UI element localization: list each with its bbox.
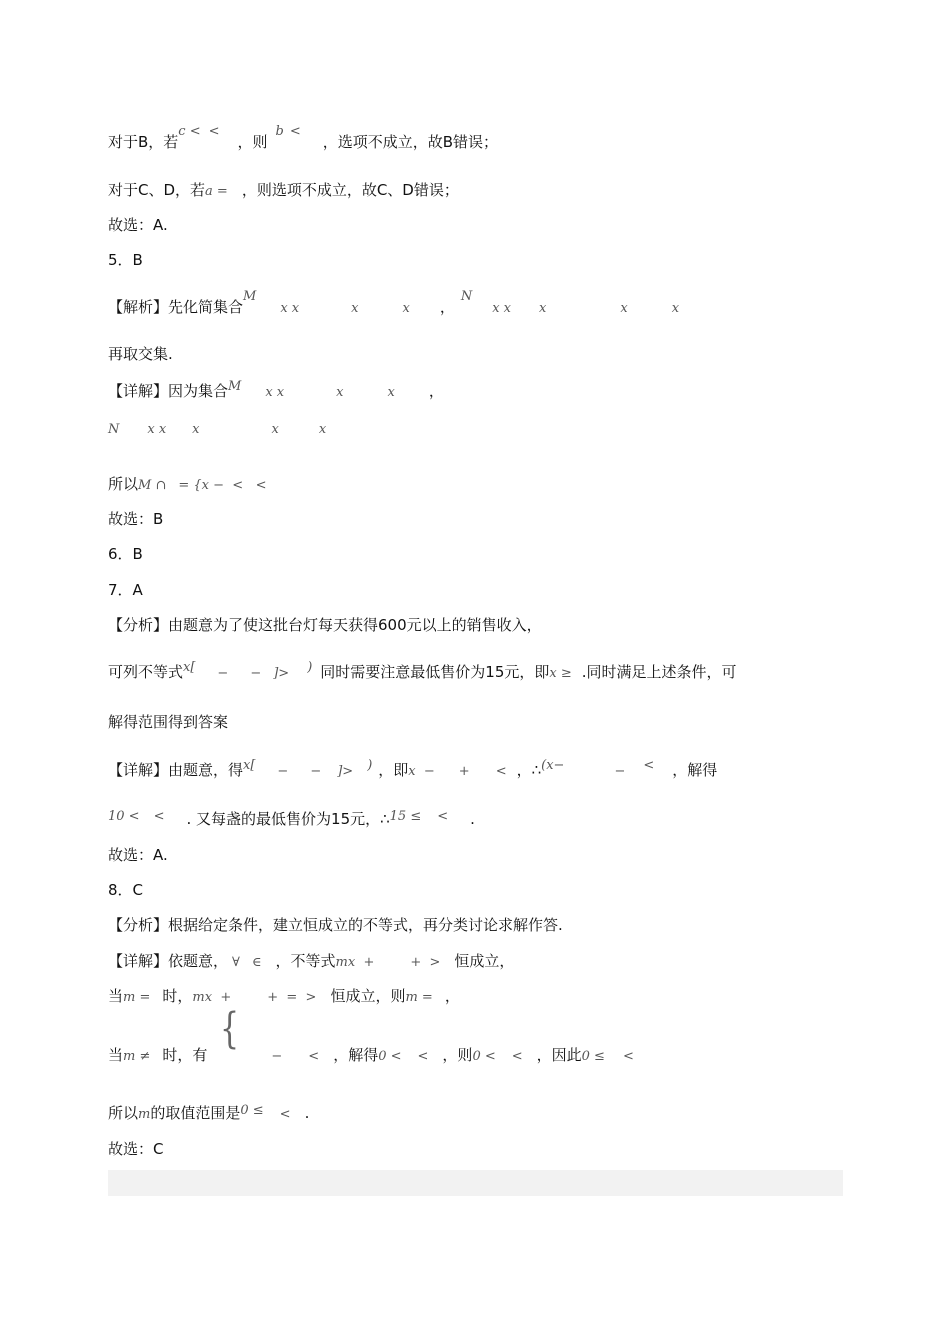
text: 【分析】由题意为了使这批台灯每天获得600元以上的销售收入， [108, 616, 542, 634]
text: 所以 [108, 1104, 139, 1122]
text: ，不等式 [275, 952, 336, 970]
math: < [308, 1049, 320, 1064]
math: m = [405, 990, 433, 1005]
math: 0 ≤ [581, 1049, 605, 1064]
math: 0 < [472, 1049, 496, 1064]
text: ，解得 [672, 761, 718, 779]
text-line [108, 344, 173, 364]
math: x [271, 422, 279, 437]
math: − [277, 764, 289, 779]
answer-line [108, 215, 168, 235]
question-number [108, 880, 143, 900]
math: < [622, 1049, 634, 1064]
math: − [614, 764, 626, 779]
text-line-detail [108, 951, 514, 973]
math: ]> [337, 764, 354, 779]
math: x [539, 301, 547, 316]
math: ) [367, 758, 373, 773]
math: M [228, 379, 242, 394]
answer-line [108, 509, 163, 529]
text: 故选：B [108, 510, 164, 528]
math: ) [307, 660, 313, 675]
text-line-conclusion [108, 1103, 309, 1125]
math: − [310, 764, 322, 779]
text-line-detail [108, 760, 717, 782]
math: 10 < [108, 809, 140, 824]
text: . 又每盏的最低售价为15元，∴ [186, 810, 390, 828]
math: ∈ [251, 955, 262, 970]
math: − [271, 1049, 283, 1064]
text: 再取交集. [108, 345, 173, 363]
math: x [671, 301, 680, 316]
text: 6．B [108, 545, 143, 563]
text: 【详解】依题意， [108, 952, 229, 970]
math: x[ [243, 758, 256, 773]
text-line-intersection [108, 474, 266, 496]
math: < [417, 1049, 429, 1064]
text: 解得范围得到答案 [108, 713, 229, 731]
text: 故选：C [108, 1140, 164, 1158]
math: 0 ≤ [240, 1103, 264, 1118]
question-number [108, 580, 143, 600]
text: 恒成立， [454, 952, 515, 970]
text: ，∴ [516, 761, 542, 779]
text: 7．A [108, 581, 143, 599]
text: ， [428, 382, 444, 400]
answer-line [108, 1139, 163, 1159]
math: M [243, 289, 257, 304]
footer-bar [108, 1170, 843, 1196]
text-line-case1 [108, 986, 460, 1008]
math: (x− [541, 758, 565, 773]
text-line-option-cd [108, 180, 459, 202]
text: ，选项不成立，故B错误； [322, 133, 499, 151]
math: x x [280, 301, 300, 316]
text: 所以 [108, 475, 139, 493]
question-number [108, 544, 143, 564]
text-line [108, 712, 228, 732]
text: 同时需要注意最低售价为15元，即 [320, 663, 550, 681]
math: a = [205, 184, 228, 199]
math: x − [408, 764, 435, 779]
text: . [304, 1104, 310, 1122]
text: 恒成立，则 [330, 987, 406, 1005]
text: 5．B [108, 251, 143, 269]
math: x x [147, 422, 167, 437]
math: < [495, 764, 507, 779]
math: < [289, 124, 301, 139]
math: c < [178, 124, 201, 139]
math: < [208, 124, 220, 139]
math: ]> [273, 666, 290, 681]
math: − [250, 666, 262, 681]
answer-line [108, 845, 168, 865]
text: 时， [162, 987, 193, 1005]
text-line-option-b [108, 124, 499, 154]
text-line-inequality [108, 662, 737, 684]
math: x x [265, 385, 285, 400]
math: 0 < [378, 1049, 402, 1064]
math: x [336, 385, 344, 400]
text: . [470, 810, 475, 828]
text: 时，有 [162, 1046, 208, 1064]
text: 【分析】根据给定条件，建立恒成立的不等式，再分类讨论求解作答. [108, 916, 563, 934]
math: x [387, 385, 395, 400]
text: ， [439, 298, 455, 316]
math: = {x − < < [178, 478, 267, 493]
math: < [511, 1049, 523, 1064]
math: < [643, 758, 655, 773]
text: 的取值范围是 [150, 1104, 241, 1122]
math: mx + [192, 990, 232, 1005]
math: m ≠ [123, 1049, 151, 1064]
text: 【详解】因为集合 [108, 382, 229, 400]
text: ，即 [378, 761, 409, 779]
math: x x [492, 301, 511, 316]
text: 故选：A. [108, 846, 168, 864]
text: 8．C [108, 881, 144, 899]
text: ，则 [237, 133, 268, 151]
math: < [437, 809, 449, 824]
math: < [153, 809, 165, 824]
math: + > [410, 955, 441, 970]
text: 可列不等式 [108, 663, 184, 681]
math: N [460, 289, 473, 304]
text-line-analysis [108, 915, 563, 935]
text: ，解得 [333, 1046, 379, 1064]
math: x [402, 301, 410, 316]
math: N [108, 422, 120, 437]
math: x [620, 301, 628, 316]
text: 对于B，若 [108, 133, 179, 151]
math: < [279, 1107, 291, 1122]
text: 对于C、D，若 [108, 181, 206, 199]
text: 当 [108, 987, 124, 1005]
math: b [275, 124, 284, 139]
math: + = > [267, 990, 317, 1005]
text: ，则选项不成立，故C、D错误； [241, 181, 459, 199]
math: x [351, 301, 359, 316]
text: .同时满足上述条件，可 [581, 663, 737, 681]
text: 【详解】由题意，得 [108, 761, 244, 779]
math: mx + [335, 955, 375, 970]
text-line-detail [108, 381, 444, 403]
text: 【解析】先化简集合 [108, 298, 244, 316]
text: ， [444, 987, 460, 1005]
math: m = [123, 990, 151, 1005]
text-line-analysis [108, 615, 542, 635]
text: ，则 [442, 1046, 473, 1064]
math: ∀ [232, 955, 240, 970]
text: ，因此 [536, 1046, 582, 1064]
math: m [138, 1107, 151, 1122]
brace-icon: { [220, 1004, 240, 1054]
math: x ≥ [549, 666, 572, 681]
math: x[ [183, 660, 196, 675]
text-line-case2 [108, 1045, 634, 1067]
math: x [192, 422, 200, 437]
text: 当 [108, 1046, 124, 1064]
math: 15 ≤ [389, 809, 422, 824]
text: 故选：A. [108, 216, 168, 234]
text-line-result [108, 809, 475, 831]
math: + [458, 764, 470, 779]
math: − [217, 666, 229, 681]
math: x [318, 422, 327, 437]
math-line [108, 418, 326, 440]
math: M ∩ [138, 478, 167, 493]
text-line-analysis [108, 289, 680, 319]
question-number [108, 250, 143, 270]
